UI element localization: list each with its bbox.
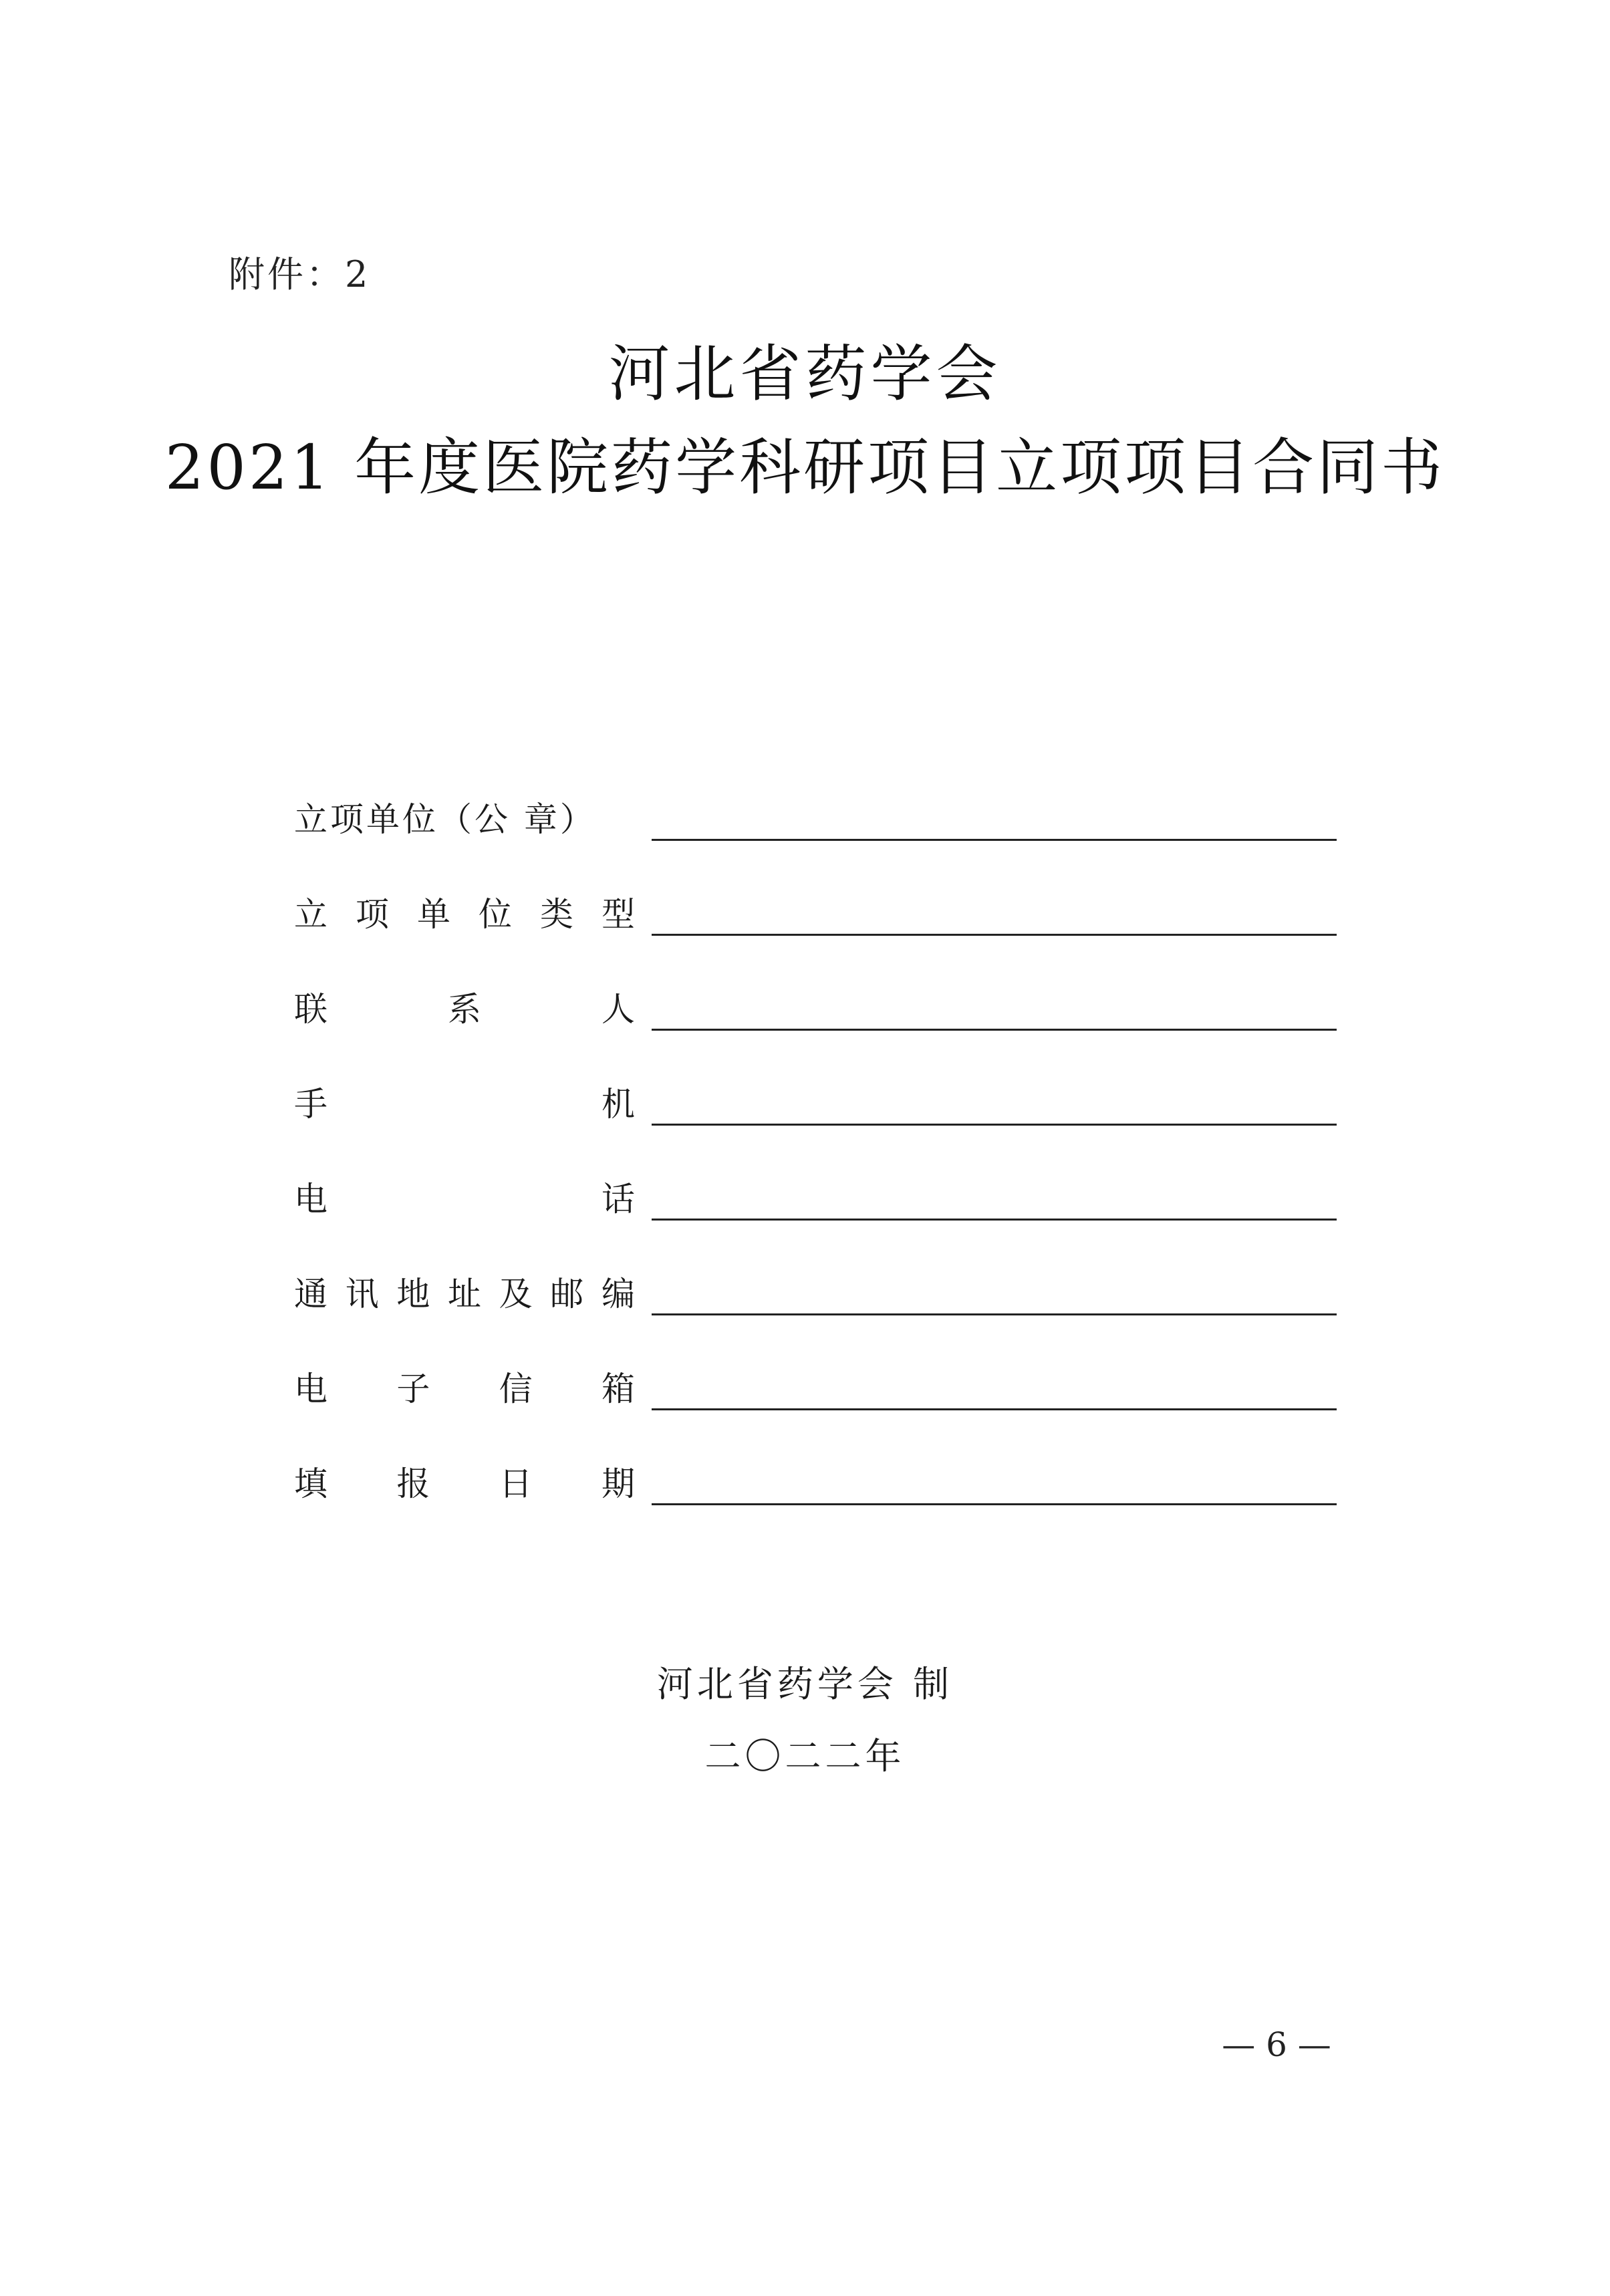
label-char: 人 <box>601 990 635 1029</box>
contract-form <box>294 782 1350 1541</box>
attachment-label: 附件：2 <box>229 253 371 295</box>
form-row-project-unit-seal <box>294 782 1350 877</box>
label-char: 机 <box>601 1085 635 1124</box>
label-char: 日 <box>499 1464 533 1503</box>
form-label-mobile <box>294 1077 635 1126</box>
label-char: 填 <box>294 1464 327 1503</box>
form-label-fill-date <box>294 1457 635 1505</box>
label-char: 子 <box>396 1370 430 1408</box>
label-char: 报 <box>396 1464 430 1503</box>
form-label-contact-person <box>294 983 635 1031</box>
label-char: 通 <box>294 1275 327 1313</box>
form-label-address-postcode <box>294 1267 635 1315</box>
label-char: 话 <box>601 1180 635 1219</box>
form-blank-line[interactable] <box>652 934 1337 936</box>
label-char: 电 <box>294 1370 327 1408</box>
label-char: 手 <box>294 1085 327 1124</box>
label-char: 单 <box>417 895 450 934</box>
footer-block <box>0 1658 1610 1783</box>
label-char: 邮 <box>550 1275 584 1313</box>
footer-year: 二〇二二年 <box>704 1735 906 1777</box>
label-char: 讯 <box>345 1275 379 1313</box>
label-char: 系 <box>448 990 481 1029</box>
form-blank-line[interactable] <box>652 1408 1337 1410</box>
form-label-project-unit-seal: 立项单位（公 章） <box>294 800 596 839</box>
form-blank-line[interactable] <box>652 1313 1337 1315</box>
label-char: 型 <box>601 895 635 934</box>
label-char: 编 <box>601 1275 635 1313</box>
form-row-address-postcode <box>294 1257 1350 1352</box>
form-row-contact-person <box>294 972 1350 1067</box>
label-char: 联 <box>294 990 327 1029</box>
title-block <box>0 334 1610 508</box>
label-char: 箱 <box>601 1370 635 1408</box>
form-blank-line[interactable] <box>652 1503 1337 1505</box>
page-number: — 6 — <box>1222 2025 1331 2064</box>
form-blank-line[interactable] <box>652 1124 1337 1126</box>
form-blank-line[interactable] <box>652 1219 1337 1221</box>
form-row-email <box>294 1352 1350 1446</box>
form-label-email <box>294 1362 635 1410</box>
form-blank-line[interactable] <box>652 1029 1337 1031</box>
form-row-fill-date <box>294 1446 1350 1541</box>
title-line-2: 2021 年度医院药学科研项目立项项目合同书 <box>164 432 1446 503</box>
form-row-telephone <box>294 1162 1350 1257</box>
label-char: 位 <box>479 895 512 934</box>
form-row-mobile <box>294 1067 1350 1162</box>
label-char: 期 <box>601 1464 635 1503</box>
form-label-project-unit-type <box>294 888 635 936</box>
form-row-project-unit-type <box>294 877 1350 972</box>
label-char: 信 <box>499 1370 533 1408</box>
label-char: 类 <box>540 895 573 934</box>
label-char: 址 <box>447 1275 481 1313</box>
title-line-1: 河北省药学会 <box>608 338 1002 410</box>
form-blank-line[interactable] <box>652 839 1337 841</box>
label-char: 项 <box>356 895 389 934</box>
form-label-telephone <box>294 1172 635 1221</box>
footer-organization: 河北省药学会 制 <box>656 1663 954 1705</box>
label-char: 立 <box>294 895 327 934</box>
label-char: 电 <box>294 1180 327 1219</box>
label-char: 地 <box>396 1275 430 1313</box>
label-char: 及 <box>499 1275 533 1313</box>
